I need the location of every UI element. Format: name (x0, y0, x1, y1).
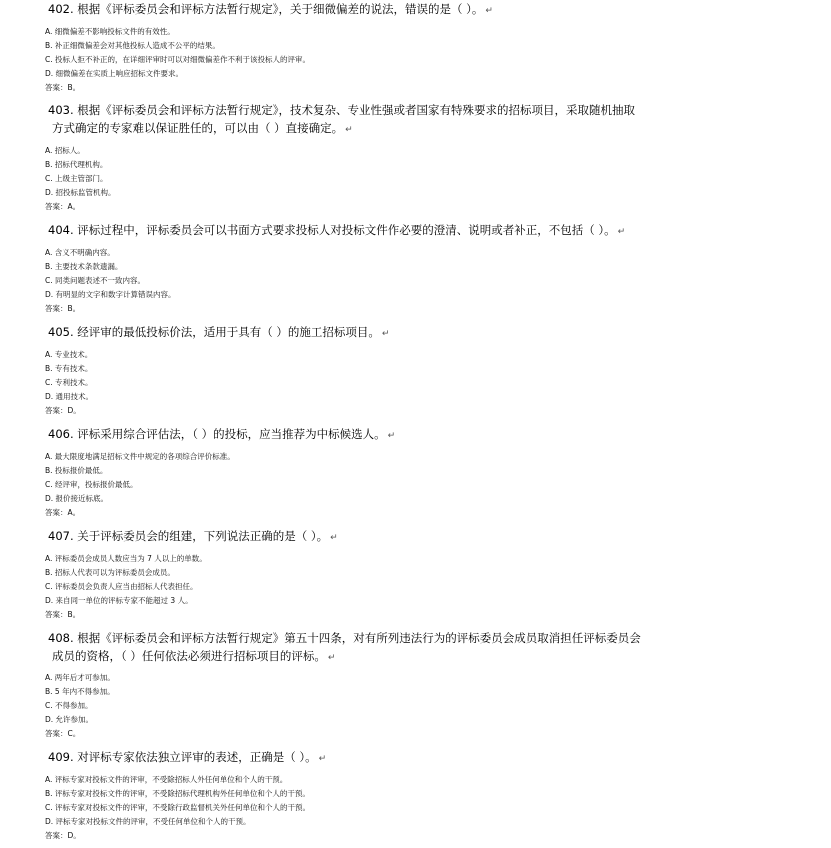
option-d: D. 允许参加。 (45, 715, 94, 724)
option-b: B. 专有技术。 (45, 364, 93, 373)
option-a: A. 评标委员会成员人数应当为 7 人以上的单数。 (45, 554, 207, 563)
option-c: C. 投标人拒不补正的，在详细评审时可以对细微偏差作不利于该投标人的评审。 (45, 55, 311, 64)
option-d: D. 招投标监管机构。 (45, 188, 116, 197)
option-b: B. 招标人代表可以为评标委员会成员。 (45, 568, 175, 577)
option-c: C. 同类问题表述不一致内容。 (45, 276, 146, 285)
answer: 答案：B。 (45, 83, 81, 92)
question-stem: 404. 评标过程中，评标委员会可以书面方式要求投标人对投标文件作必要的澄清、说明或者补正，不包括（ ）。 ↵ (48, 223, 626, 237)
option-a: A. 评标专家对投标文件的评审，不受除招标人外任何单位和个人的干预。 (45, 775, 288, 784)
question-stem: 402. 根据《评标委员会和评标方法暂行规定》，关于细微偏差的说法，错误的是（ ）。 ↵ (48, 2, 493, 16)
option-d: D. 评标专家对投标文件的评审，不受任何单位和个人的干预。 (45, 817, 251, 826)
option-c: C. 专利技术。 (45, 378, 93, 387)
option-d: D. 来自同一单位的评标专家不能超过 3 人。 (45, 596, 193, 605)
option-c: C. 不得参加。 (45, 701, 93, 710)
option-c: C. 上级主管部门。 (45, 174, 108, 183)
option-d: D. 有明显的文字和数字计算错误内容。 (45, 290, 176, 299)
option-c: C. 经评审，投标报价最低。 (45, 480, 138, 489)
answer: 答案：C。 (45, 729, 81, 738)
answer: 答案：D。 (45, 406, 81, 415)
option-d: D. 报价接近标底。 (45, 494, 109, 503)
option-d: D. 通用技术。 (45, 392, 94, 401)
option-b: B. 主要技术条款遗漏。 (45, 262, 123, 271)
question-stem: 406. 评标采用综合评估法，（ ）的投标，应当推荐为中标候选人。 ↵ (48, 427, 396, 441)
question-stem-line2: 方式确定的专家难以保证胜任的，可以由（ ）直接确定。 ↵ (52, 121, 353, 135)
question-stem: 403. 根据《评标委员会和评标方法暂行规定》，技术复杂、专业性强或者国家有特殊要求的招标项目，采取随机抽取 (48, 103, 636, 117)
answer: 答案：B。 (45, 304, 81, 313)
option-a: A. 两年后才可参加。 (45, 673, 115, 682)
option-a: A. 含义不明确内容。 (45, 248, 115, 257)
option-b: B. 5 年内不得参加。 (45, 687, 115, 696)
question-stem: 409. 对评标专家依法独立评审的表述，正确是（ ）。 ↵ (48, 750, 327, 764)
option-b: B. 评标专家对投标文件的评审，不受除招标代理机构外任何单位和个人的干预。 (45, 789, 310, 798)
option-d: D. 细微偏差在实质上响应招标文件要求。 (45, 69, 184, 78)
option-c: C. 评标专家对投标文件的评审，不受除行政监督机关外任何单位和个人的干预。 (45, 803, 311, 812)
option-a: A. 专业技术。 (45, 350, 93, 359)
option-b: B. 招标代理机构。 (45, 160, 108, 169)
question-stem: 405. 经评审的最低投标价法，适用于具有（ ）的施工招标项目。 ↵ (48, 325, 390, 339)
question-stem: 408. 根据《评标委员会和评标方法暂行规定》第五十四条，对有所列违法行为的评标委员会成员取消担任评标委员会 (48, 631, 641, 645)
option-a: A. 招标人。 (45, 146, 85, 155)
answer: 答案：A。 (45, 202, 81, 211)
question-stem: 407. 关于评标委员会的组建，下列说法正确的是（ ）。 ↵ (48, 529, 338, 543)
answer: 答案：B。 (45, 610, 81, 619)
option-b: B. 补正细微偏差会对其他投标人造成不公平的结果。 (45, 41, 220, 50)
option-a: A. 最大限度地满足招标文件中规定的各项综合评价标准。 (45, 452, 235, 461)
answer: 答案：A。 (45, 508, 81, 517)
answer: 答案：D。 (45, 831, 81, 840)
question-stem-line2: 成员的资格，（ ）任何依法必须进行招标项目的评标。 ↵ (52, 649, 336, 663)
option-c: C. 评标委员会负责人应当由招标人代表担任。 (45, 582, 198, 591)
option-a: A. 细微偏差不影响投标文件的有效性。 (45, 27, 175, 36)
option-b: B. 投标报价最低。 (45, 466, 108, 475)
